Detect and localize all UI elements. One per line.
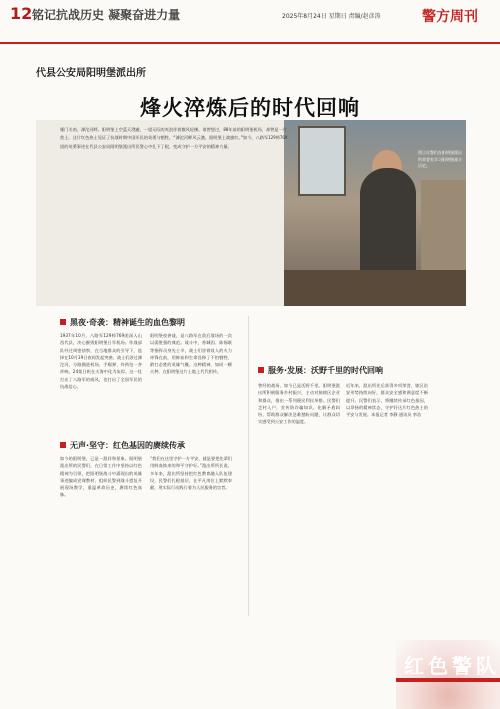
square-bullet-icon <box>258 367 264 373</box>
photo-caption: 图②民警们在阳明堡派出所荣誉室学习阳明堡战斗历史。 <box>418 150 462 169</box>
section-3-column-1: 曾经的战场，如今已是沃野千里。阳明堡派出所积极服务乡村振兴，主动对接辖区企业和群众，推出一系列便民利民举措。民警们走村入户，宣传防诈骗知识，化解矛盾纠纷，帮助群众解决急难愁盼问题，让群众切实感受到公安工作的温度。 <box>258 383 340 425</box>
section-heading-1: 黑夜·奇袭：精神诞生的血色黎明 <box>60 317 185 328</box>
red-band <box>396 678 500 682</box>
newspaper-header <box>0 0 500 44</box>
square-bullet-icon <box>60 442 66 448</box>
page-number: 12 <box>10 4 33 23</box>
section-heading-3: 服务·发展：沃野千里的时代回响 <box>258 365 383 376</box>
article-title: 烽火淬炼后的时代回响 <box>140 96 360 120</box>
section-heading-2: 无声·坚守：红色基因的赓续传承 <box>60 440 185 451</box>
brand-logo: 警方周刊 <box>422 9 478 25</box>
column-divider <box>248 316 249 616</box>
article-topic: 代县公安局阳明堡派出所 <box>36 68 146 79</box>
section-1-column-2: 阳明堡夜袭战，是八路军在敌后战场的一次以弱胜强的典范。战斗中，香城固、陈锡联等指挥员身先士卒，战士们冒着敌人的火力冲锋在前，用鲜血和生命诠释了不怕牺牲、敢打必胜的英雄气概。这种精神，如同一颗火种，在阳明堡这片土地上代代相传。 <box>150 333 232 375</box>
section-2-column-1: 如今的阳明堡，已是一派祥和景象。阳明堡派出所的民警们，在日常工作中坚持以红色精神为引领，把阳明堡战斗中涌现出的英雄事迹编成党课教材，组织民警到战斗遗址开展现场教学，重温革命历史，赓续红色血脉。 <box>60 456 142 498</box>
square-bullet-icon <box>60 319 66 325</box>
section-3-column-2: 近年来，派出所先后获得多项荣誉，辖区治安形势持续向好，群众安全感和满意度不断提升。民警们表示，将继续传承红色基因，以昂扬的精神状态，守护好这片红色热土的平安与发展。本报记者 李静 通讯员 李浩 <box>346 383 428 418</box>
section-title: 铭记抗战历史 凝聚奋进力量 <box>32 8 181 22</box>
issue-date: 2025年8月24日 星期日 责编/赵彦涛 <box>282 13 381 20</box>
decorative-banner <box>396 640 500 709</box>
section-1-column-1: 1937年10月，八路军129师769团深入山西代县，决心摧毁阳明堡日军机场。作战部队经过周密侦察，在当地群众的引导下，选择在10月19日夜间发起突袭。战士们涉过滹沱河，分路摸进机场，手榴弹、炸药包一齐炸响，24架日机在火海中化为灰烬。这一仗打出了八路军的威风，也打出了全国军民的抗战信心。 <box>60 333 142 390</box>
article-intro: 雁门关南，滹沱河畔。阳明堡上空蓝天澄澈，一望无际的麦浪伴着微风轻拂。谁曾想过，88年前的阳明堡机场，却曾是一片焦土。这片红色热土见证了抗战时期中国军民的英勇与牺牲。“滹沱河畔风云激，阳明堡上战旗红。”如今，八路军129师769团的英勇事迹在代县公安局阳明堡派出所民警心中扎下了根，变成守护一方平安的精神力量。 <box>60 127 288 149</box>
banner-text: 红色警队 <box>404 654 500 678</box>
section-2-column-2: “我们在这里守护一方平安，就是要把先辈们用鲜血换来的和平守护好。”派出所所长说。多年来，派出所坚持把红色教育融入队伍建设，民警们扎根基层，在平凡岗位上默默奉献，用实际行动践行着为人民服务的宗旨。 <box>150 456 232 491</box>
